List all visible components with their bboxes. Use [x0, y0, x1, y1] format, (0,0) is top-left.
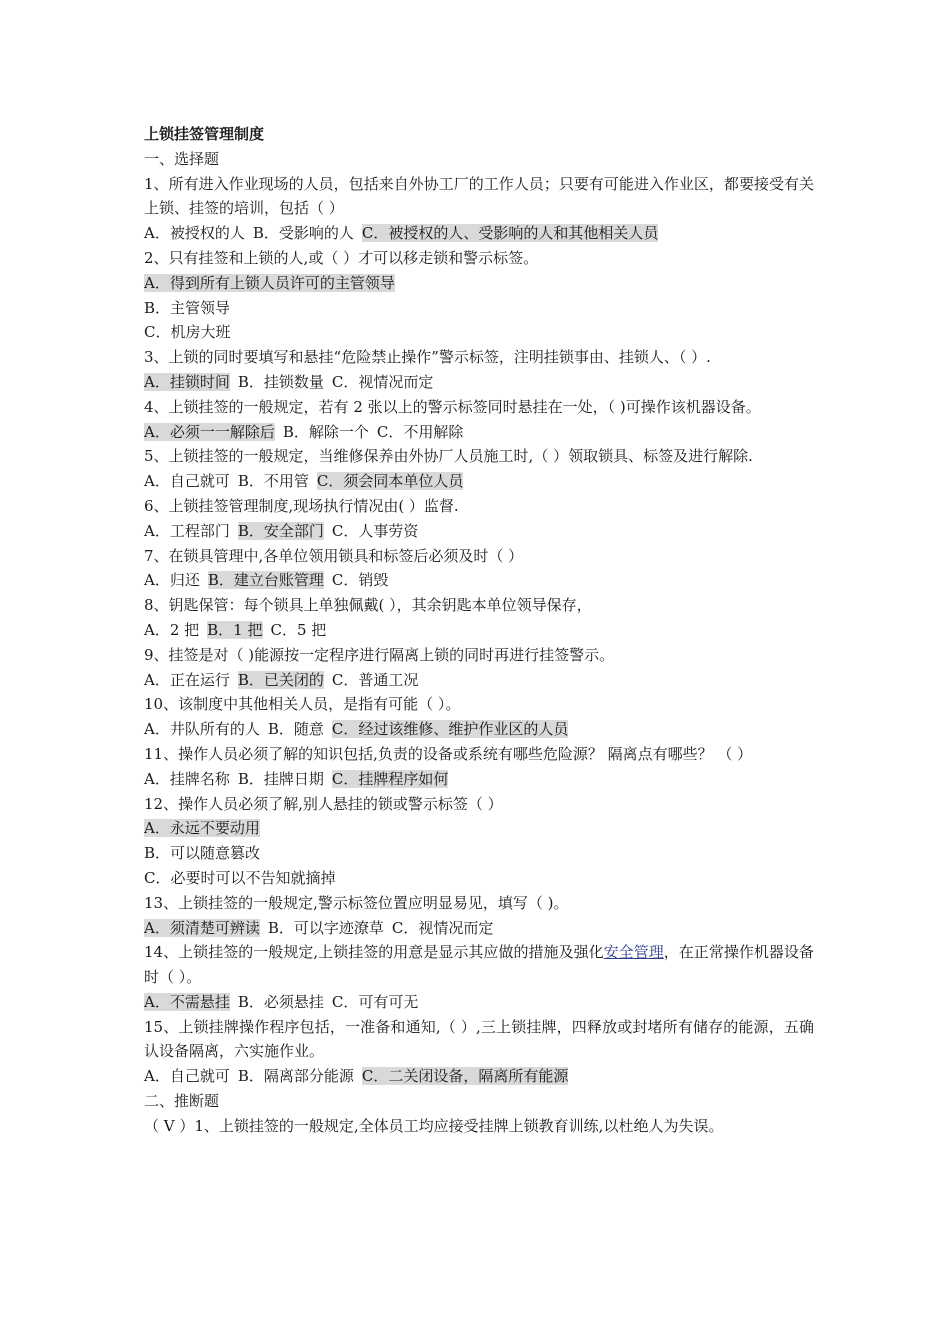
- option-a: A．正在运行: [144, 670, 230, 689]
- option-a-answer: A．必须一一解除后: [144, 422, 275, 441]
- option-c: C．视情况而定: [331, 372, 434, 391]
- option-b: B．必须悬挂: [237, 992, 324, 1011]
- question-14-stem-post: ，在正常操作机器设备时（ ）。: [144, 943, 814, 987]
- question-2-option-a-row: [144, 271, 814, 296]
- question-11-stem: 11、操作人员必须了解的知识包括,负责的设备或系统有哪些危险源？ 隔离点有哪些？ （ ）: [144, 744, 753, 763]
- safety-management-link[interactable]: 安全管理: [603, 943, 664, 962]
- question-12-stem: 12、操作人员必须了解,别人悬挂的锁或警示标签（ ）: [144, 794, 503, 813]
- question-1-options: [144, 221, 814, 246]
- question-12-option-a-row: [144, 816, 814, 841]
- option-b: B．隔离部分能源: [237, 1067, 354, 1086]
- option-c: C．不用解除: [376, 422, 464, 441]
- question-10-stem: 10、该制度中其他相关人员，是指有可能（ ）。: [144, 695, 461, 714]
- question-14-stem-pre: 14、上锁挂签的一般规定,上锁挂签的用意是显示其应做的措施及强化: [144, 943, 604, 962]
- option-a: A．挂牌名称: [144, 769, 230, 788]
- option-a: A．2 把: [144, 620, 200, 639]
- option-c-answer: C．经过该维修、维护作业区的人员: [331, 720, 569, 739]
- option-a-answer: A．永远不要动用: [144, 819, 260, 838]
- option-c-answer: C．二关闭设备，隔离所有能源: [361, 1067, 569, 1086]
- question-7-options: [144, 568, 814, 593]
- question-10-options: [144, 717, 814, 742]
- question-15-options: [144, 1064, 814, 1089]
- question-6-options: [144, 519, 814, 544]
- option-b-answer: B．已关闭的: [237, 670, 324, 689]
- option-c: C．普通工况: [331, 670, 419, 689]
- option-b: B．受影响的人: [252, 224, 354, 243]
- question-9-stem: 9、挂签是对（ )能源按一定程序进行隔离上锁的同时再进行挂签警示。: [144, 645, 615, 664]
- question-6-stem: 6、上锁挂签管理制度,现场执行情况由( ）监督.: [144, 496, 459, 515]
- option-b: B．不用管: [237, 472, 309, 491]
- true-false-1: （ V ）1、上锁挂签的一般规定,全体员工均应接受挂牌上锁教育训练,以杜绝人为失误。: [144, 1116, 724, 1135]
- option-a-answer: A．挂锁时间: [144, 372, 230, 391]
- option-b: B．可以随意篡改: [144, 844, 261, 863]
- question-14-options: [144, 990, 814, 1015]
- option-b-answer: B．安全部门: [237, 521, 324, 540]
- question-5-options: [144, 469, 814, 494]
- option-c: C．可有可无: [331, 992, 419, 1011]
- option-b: B．可以字迹潦草: [267, 918, 384, 937]
- question-5-stem: 5、上锁挂签的一般规定，当维修保养由外协厂人员施工时,（ ）领取锁具、标签及进行解除.: [144, 447, 753, 466]
- option-b: B．挂锁数量: [237, 372, 324, 391]
- option-c: C．必要时可以不告知就摘掉: [144, 868, 336, 887]
- option-b: B．随意: [267, 720, 324, 739]
- section-heading-choice: 一、选择题: [144, 149, 220, 168]
- question-15-stem: 15、上锁挂牌操作程序包括，一准备和通知,（ ）,三上锁挂牌，四释放或封堵所有储存的能源，五确认设备隔离，六实施作业。: [144, 1017, 814, 1061]
- question-13-options: [144, 916, 814, 941]
- question-1-stem: 1、所有进入作业现场的人员，包括来自外协工厂的工作人员；只要有可能进入作业区，都要接受有关上锁、挂签的培训，包括（ ）: [144, 174, 814, 218]
- question-13-stem: 13、上锁挂签的一般规定,警示标签位置应明显易见，填写（ )。: [144, 893, 569, 912]
- option-a: A．井队所有的人: [144, 720, 260, 739]
- option-c-answer: C．须会同本单位人员: [316, 472, 464, 491]
- question-11-options: [144, 767, 814, 792]
- question-8-stem: 8、钥匙保管：每个锁具上单独佩戴( ），其余钥匙本单位领导保存，: [144, 596, 592, 615]
- question-4-stem: 4、上锁挂签的一般规定，若有 2 张以上的警示标签同时悬挂在一处，（ )可操作该机器设备。: [144, 397, 761, 416]
- option-b: B．解除一个: [282, 422, 369, 441]
- option-a: A．被授权的人: [144, 224, 245, 243]
- question-2-stem: 2、只有挂签和上锁的人,或（ ）才可以移走锁和警示标签。: [144, 248, 539, 267]
- section-heading-true-false: 二、推断题: [144, 1092, 220, 1111]
- option-b-answer: B．1 把: [207, 620, 263, 639]
- option-c: C．机房大班: [144, 323, 231, 342]
- question-3-options: [144, 370, 814, 395]
- option-a: A．工程部门: [144, 521, 230, 540]
- option-c: C．销毁: [331, 571, 389, 590]
- option-c-answer: C．被授权的人、受影响的人和其他相关人员: [361, 224, 659, 243]
- question-7-stem: 7、在锁具管理中,各单位领用锁具和标签后必须及时（ ）: [144, 546, 524, 565]
- question-4-options: [144, 420, 814, 445]
- option-b: B．挂牌日期: [237, 769, 324, 788]
- option-c: C．5 把: [270, 620, 327, 639]
- document-title: 上锁挂签管理制度: [144, 125, 265, 143]
- option-b-answer: B．建立台账管理: [207, 571, 324, 590]
- document-page: [144, 122, 814, 1139]
- option-a-answer: A．得到所有上锁人员许可的主管领导: [144, 273, 395, 292]
- question-3-stem: 3、上锁的同时要填写和悬挂“危险禁止操作”警示标签，注明挂锁事由、挂锁人、（ ）.: [144, 348, 711, 367]
- option-a: A．自己就可: [144, 1067, 230, 1086]
- option-b: B．主管领导: [144, 298, 231, 317]
- option-a-answer: A．不需悬挂: [144, 992, 230, 1011]
- option-a: A．自己就可: [144, 472, 230, 491]
- option-a: A．归还: [144, 571, 200, 590]
- option-a-answer: A．须清楚可辨读: [144, 918, 260, 937]
- question-14-stem: [144, 940, 814, 990]
- option-c: C．视情况而定: [391, 918, 494, 937]
- question-8-options: [144, 618, 814, 643]
- option-c: C．人事劳资: [331, 521, 419, 540]
- option-c-answer: C．挂牌程序如何: [331, 769, 449, 788]
- question-9-options: [144, 668, 814, 693]
